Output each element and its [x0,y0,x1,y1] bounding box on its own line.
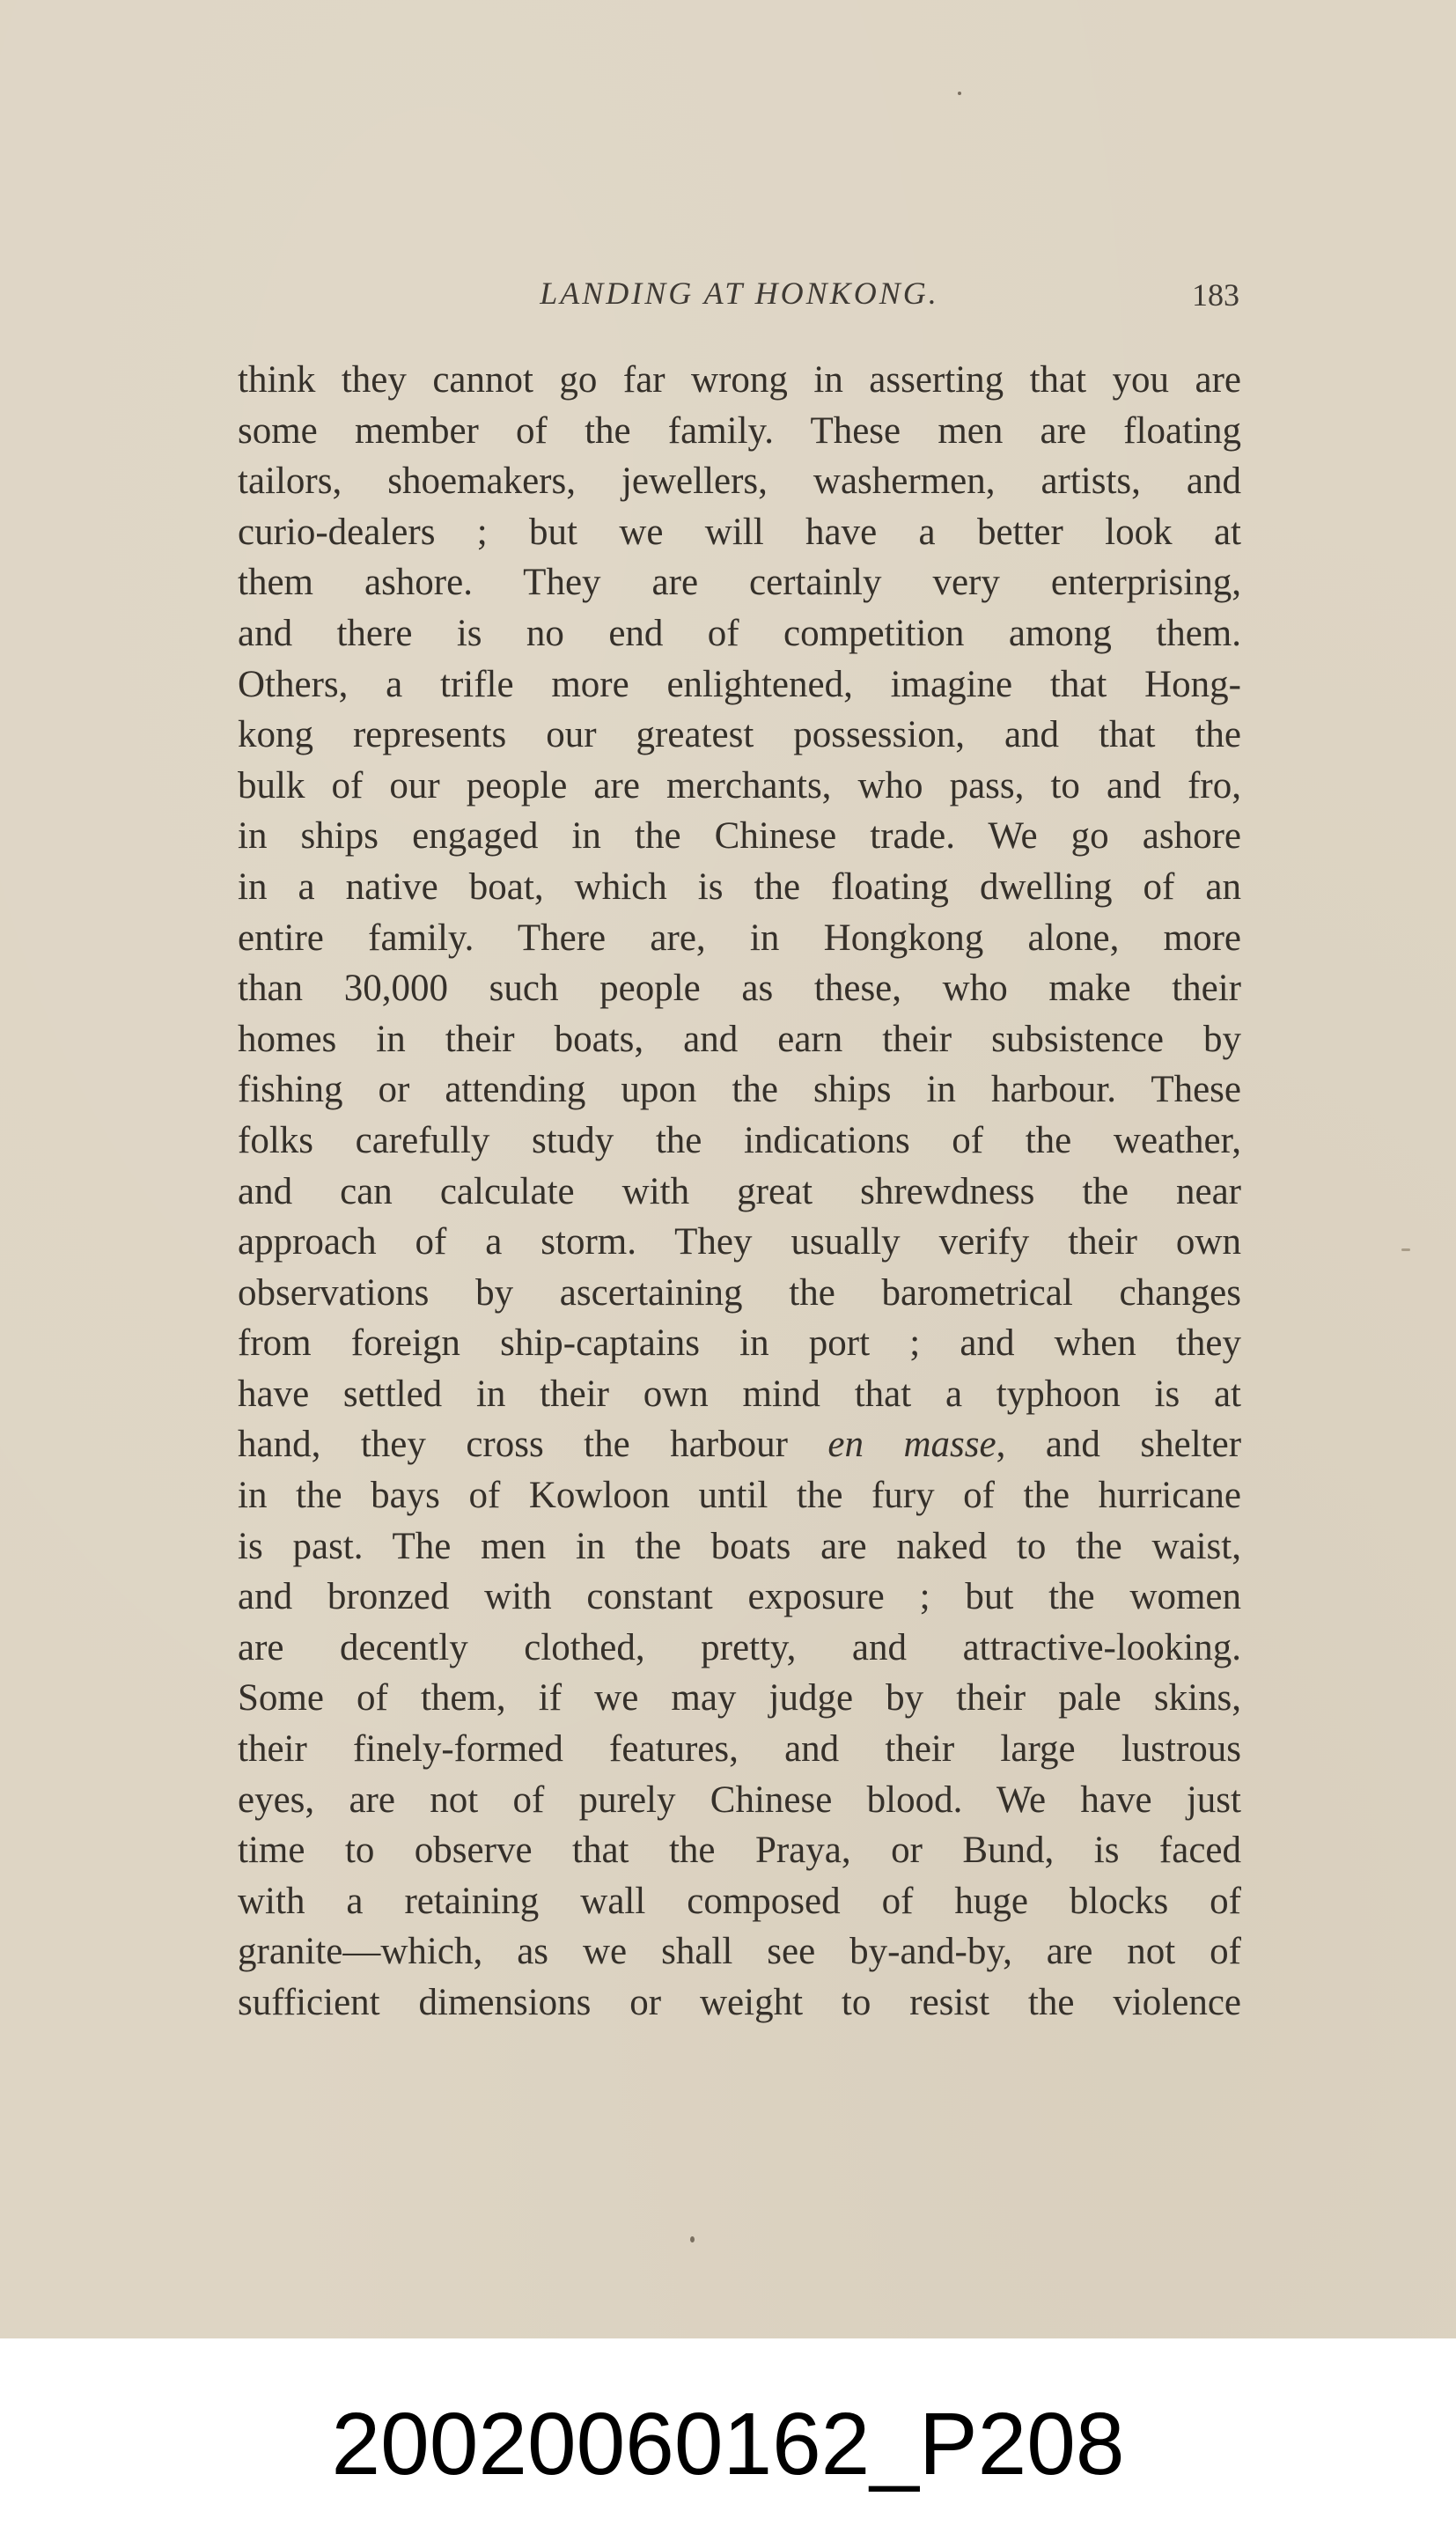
paper-speck [958,92,961,95]
text-line: them ashore. They are certainly very enterprising, [238,562,1241,604]
text-line: some member of the family. These men are floating [238,409,1241,452]
text-line: with a retaining wall composed of huge blocks of [238,1880,1241,1922]
text-line: eyes, are not of purely Chinese blood. We have just [238,1778,1241,1821]
image-identifier: 20020060162_P208 [331,2395,1125,2493]
text-line: Some of them, if we may judge by their pale skins, [238,1677,1241,1720]
text-line: in the bays of Kowloon until the fury of the hurricane [238,1475,1241,1517]
running-title: LANDING AT HONKONG. [540,276,939,311]
text-line: and can calculate with great shrewdness the near [238,1170,1241,1212]
text-line: folks carefully study the indications of the weather, [238,1119,1241,1161]
italic-phrase: en masse [827,1424,996,1466]
text-line: approach of a storm. They usually verify their own [238,1221,1241,1263]
page-number: 183 [1192,277,1239,313]
text-line: granite—which, as we shall see by-and-by, are not of [238,1931,1241,1973]
text-line: than 30,000 such people as these, who make their [238,968,1241,1010]
text-line: curio-dealers ; but we will have a better look at [238,511,1241,553]
text-line: bulk of our people are merchants, who pass, to and fro, [238,764,1241,806]
text-line: homes in their boats, and earn their subsistence by [238,1018,1241,1060]
text-line: are decently clothed, pretty, and attractive-looking. [238,1626,1241,1668]
text-line: Others, a trifle more enlightened, imagine that Hong- [238,663,1241,705]
caption-bar [0,2338,1456,2548]
text-line: entire family. There are, in Hongkong alone, more [238,917,1241,959]
text-line: from foreign ship-captains in port ; and when they [238,1322,1241,1365]
text-line: their finely-formed features, and their large lustrous [238,1728,1241,1771]
body-text [238,355,1241,2029]
text-line-with-italic [238,1419,1241,1470]
text-line: is past. The men in the boats are naked to the waist, [238,1525,1241,1567]
running-head [238,275,1241,328]
text-line: sufficient dimensions or weight to resist the violence [238,1982,1241,2023]
text-line: in ships engaged in the Chinese trade. We go ashore [238,815,1241,858]
text-line: fishing or attending upon the ships in harbour. These [238,1069,1241,1111]
text-line: tailors, shoemakers, jewellers, washermen, artists, and [238,460,1241,503]
text-run: , and shelter [996,1424,1241,1466]
text-line: in a native boat, which is the floating dwelling of an [238,865,1241,908]
text-line: observations by ascertaining the barometrical changes [238,1271,1241,1314]
text-line: think they cannot go far wrong in asserting that you are [238,359,1241,401]
paper-speck [1401,1248,1410,1251]
text-line: have settled in their own mind that a typhoon is at [238,1373,1241,1415]
text-line: and bronzed with constant exposure ; but the women [238,1576,1241,1618]
text-run: hand, they cross the harbour [238,1424,828,1466]
paper-speck [690,2236,695,2242]
text-line: and there is no end of competition among them. [238,612,1241,654]
text-line: kong represents our greatest possession, and that the [238,714,1241,756]
text-line: time to observe that the Praya, or Bund, is faced [238,1830,1241,1872]
